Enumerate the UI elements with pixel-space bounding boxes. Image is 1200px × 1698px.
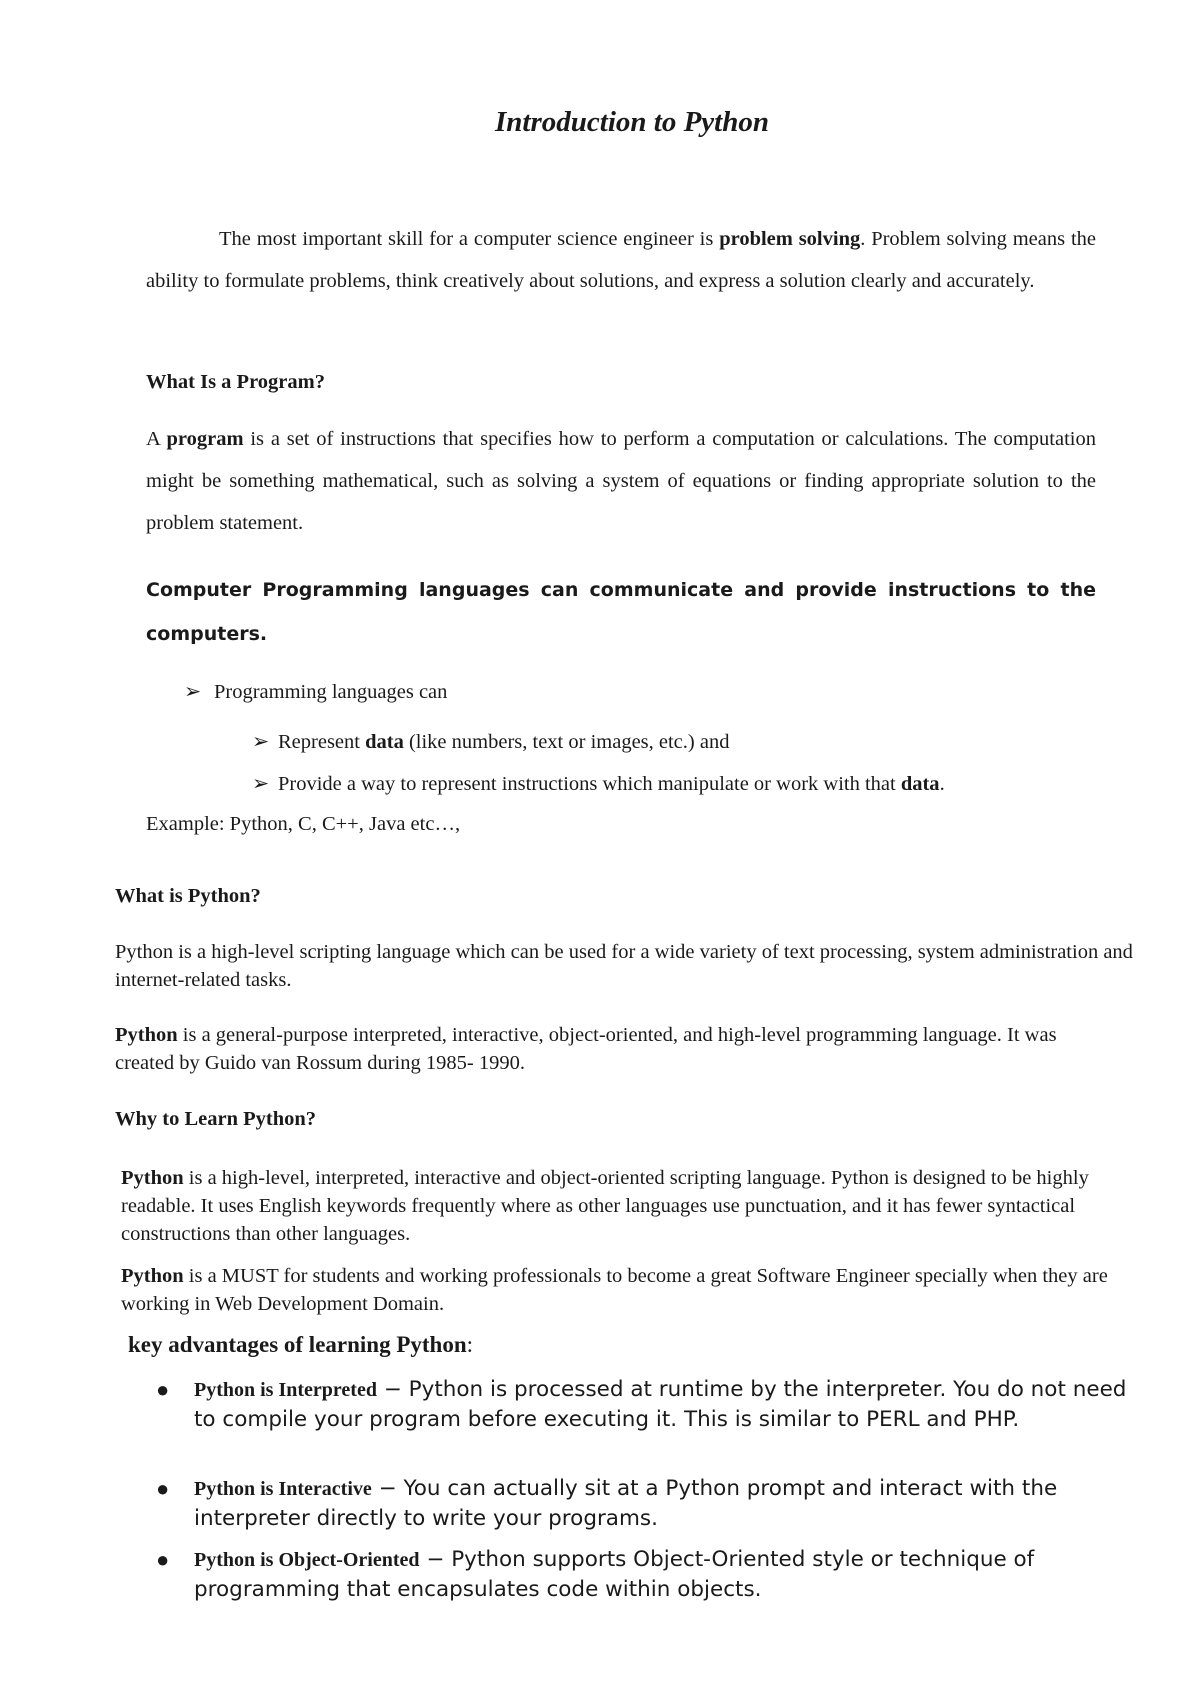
- intro-paragraph: [146, 218, 1096, 302]
- sub1-after: (like numbers, text or images, etc.) and: [403, 731, 730, 753]
- advantage-dash: −: [376, 1377, 409, 1402]
- advantage-term: Python is Interpreted: [194, 1379, 377, 1401]
- bullet-main: [184, 679, 447, 704]
- bullet-dot-icon: ●: [156, 1377, 170, 1402]
- advantage-text: You can actually sit at a Python prompt and interact with the interpreter directly to write your programs.: [194, 1476, 1058, 1531]
- program-paragraph: [146, 418, 1096, 544]
- intro-text-after: . Problem solving means the ability to formulate problems, think creatively about solutions, and express a solution clearly and accurately.: [146, 228, 1096, 292]
- what-is-python-heading: What is Python?: [115, 885, 261, 907]
- languages-bold-term: Computer Programming languages: [146, 579, 530, 601]
- sub2-before: Provide a way to represent instructions which manipulate or work with that: [278, 773, 901, 795]
- advantages-heading-text: key advantages of learning Python: [128, 1332, 467, 1357]
- python-paragraph-2: [115, 1021, 1115, 1077]
- bullet-sub-2: [252, 771, 945, 796]
- bullet-sub-1: [252, 729, 729, 754]
- arrow-bullet-icon: ➢: [252, 731, 270, 753]
- program-bold-term: program: [166, 428, 244, 450]
- why-paragraph-2: [121, 1262, 1159, 1318]
- bullet-dot-icon: ●: [156, 1547, 170, 1572]
- advantages-heading: [128, 1332, 473, 1358]
- intro-bold-term: problem solving: [719, 228, 861, 250]
- sub2-after: .: [939, 773, 945, 795]
- why-p2-bold: Python: [121, 1265, 184, 1287]
- advantage-term: Python is Interactive: [194, 1478, 372, 1500]
- what-is-program-heading: What Is a Program?: [146, 371, 325, 393]
- sub1-bold: data: [365, 731, 404, 753]
- python-p2-text: is a general-purpose interpreted, interactive, object-oriented, and high-level programming language. It was created by Guido van Rossum during 1985- 1990.: [115, 1024, 1057, 1074]
- intro-text-before: The most important skill for a computer science engineer is: [219, 228, 720, 250]
- page-title: Introduction to Python: [495, 106, 769, 138]
- sub2-bold: data: [900, 773, 940, 795]
- bullet-main-text: Programming languages can: [214, 681, 448, 703]
- python-paragraph-1: Python is a high-level scripting language which can be used for a wide variety of text processing, system administration and internet-related tasks.: [115, 941, 1133, 991]
- advantage-text: Python is processed at runtime by the interpreter. You do not need to compile your program before executing it. This is similar to PERL and PHP.: [194, 1377, 1127, 1432]
- why-learn-heading: Why to Learn Python?: [115, 1108, 317, 1130]
- program-lead: A: [146, 428, 167, 450]
- why-p1-bold: Python: [121, 1167, 184, 1189]
- advantage-dash: −: [371, 1476, 404, 1501]
- advantage-dash: −: [419, 1547, 452, 1572]
- python-bold-term: Python: [115, 1024, 178, 1046]
- languages-example: Example: Python, C, C++, Java etc…,: [146, 813, 461, 835]
- arrow-bullet-icon: ➢: [252, 773, 270, 795]
- advantages-colon: :: [466, 1332, 474, 1357]
- sub1-before: Represent: [278, 731, 366, 753]
- bullet-dot-icon: ●: [156, 1476, 170, 1501]
- languages-text: can communicate and provide instructions to the computers.: [146, 579, 1096, 645]
- arrow-bullet-icon: ➢: [184, 681, 202, 703]
- program-text: is a set of instructions that specifies how to perform a computation or calculations. The computation might be something mathematical, such as solving a system of equations or finding appropriate solution to the problem statement.: [146, 428, 1096, 534]
- advantage-text: Python supports Object-Oriented style or technique of programming that encapsulates code within objects.: [194, 1547, 1035, 1602]
- why-p1-text: is a high-level, interpreted, interactive and object-oriented scripting language. Python is designed to be highly readable. It uses English keywords frequently where as other languages use punctuation, and it has fewer syntactical constructions than other languages.: [121, 1167, 1089, 1245]
- why-paragraph-1: [121, 1164, 1159, 1248]
- why-p2-text: is a MUST for students and working professionals to become a great Software Engineer specially when they are working in Web Development Domain.: [121, 1265, 1108, 1315]
- languages-paragraph: [146, 568, 1096, 656]
- advantage-term: Python is Object-Oriented: [194, 1549, 420, 1571]
